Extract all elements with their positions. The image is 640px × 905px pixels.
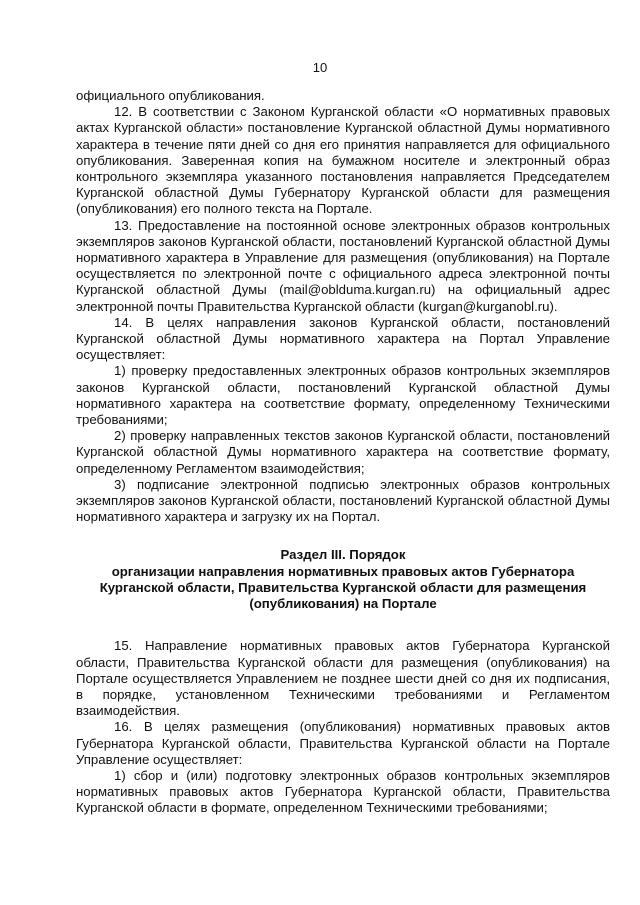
section-heading-title: Раздел III. Порядок bbox=[280, 547, 406, 563]
paragraph-14-item-2: 2) проверку направленных текстов законов Курганской области, постановлений Курганской областной Думы нормативного характера на соответствие формату, определенному Регламентом взаимодействия; bbox=[76, 428, 610, 476]
section-heading-subtitle: организации направления нормативных правовых актов Губернатора Курганской области, Правительства Курганской области для размещения (опубликования) на Портале bbox=[99, 563, 587, 612]
paragraph-continuation: официального опубликования. bbox=[76, 88, 265, 103]
document-body bbox=[76, 88, 610, 817]
paragraph-15: 15. Направление нормативных правовых актов Губернатора Курганской области, Правительства Курганской области для размещения (опубликования) на Портале осуществляется Управлением не позднее шести дней со дня их подписания, в порядке, установленном Техническими требованиями и Регламентом взаимодействия. bbox=[76, 638, 610, 719]
paragraph-16: 16. В целях размещения (опубликования) нормативных правовых актов Губернатора Курганской области, Правительства Курганской области на Портале Управление осуществляет: bbox=[76, 719, 610, 767]
paragraph-16-item-1: 1) сбор и (или) подготовку электронных образов контрольных экземпляров нормативных правовых актов Губернатора Курганской области, Правительства Курганской области в формате, определенном Техническими требованиями; bbox=[76, 767, 610, 816]
paragraph-12: 12. В соответствии с Законом Курганской области «О нормативных правовых актах Курганской области» постановление Курганской областной Думы нормативного характера в течение пяти дней со дня его принятия направляется для официального опубликования. Заверенная копия на бумажном носителе и электронный образ контрольного экземпляра указанного постановления направляется Председателем Курганской областной Думы Губернатору Курганской области для размещения (опубликования) его полного текста на Портале. bbox=[76, 104, 610, 217]
paragraph-13: 13. Предоставление на постоянной основе электронных образов контрольных экземпляров законов Курганской области, постановлений Курганской областной Думы нормативного характера в Управление для размещения (опубликования) на Портале осуществляется по электронной почте с официального адреса электронной почты Курганской областной Думы (mail@oblduma.kurgan.ru) на официальный адрес электронной почты Правительства Курганской области (kurgan@kurganobl.ru). bbox=[76, 217, 610, 314]
paragraph-14-item-1: 1) проверку предоставленных электронных образов контрольных экземпляров законов Курганской области, постановлений Курганской областной Думы нормативного характера на соответствие формату, определенному Техническими требованиями; bbox=[76, 363, 610, 428]
section-heading bbox=[76, 547, 610, 612]
paragraph-14-item-3: 3) подписание электронной подписью электронных образов контрольных экземпляров законов Курганской области, постановлений Курганской областной Думы нормативного характера и загрузку их на Портал. bbox=[76, 476, 610, 525]
paragraph-14: 14. В целях направления законов Курганской области, постановлений Курганской областной Думы нормативного характера на Портал Управление осуществляет: bbox=[76, 314, 610, 363]
page-number: 10 bbox=[312, 60, 328, 75]
